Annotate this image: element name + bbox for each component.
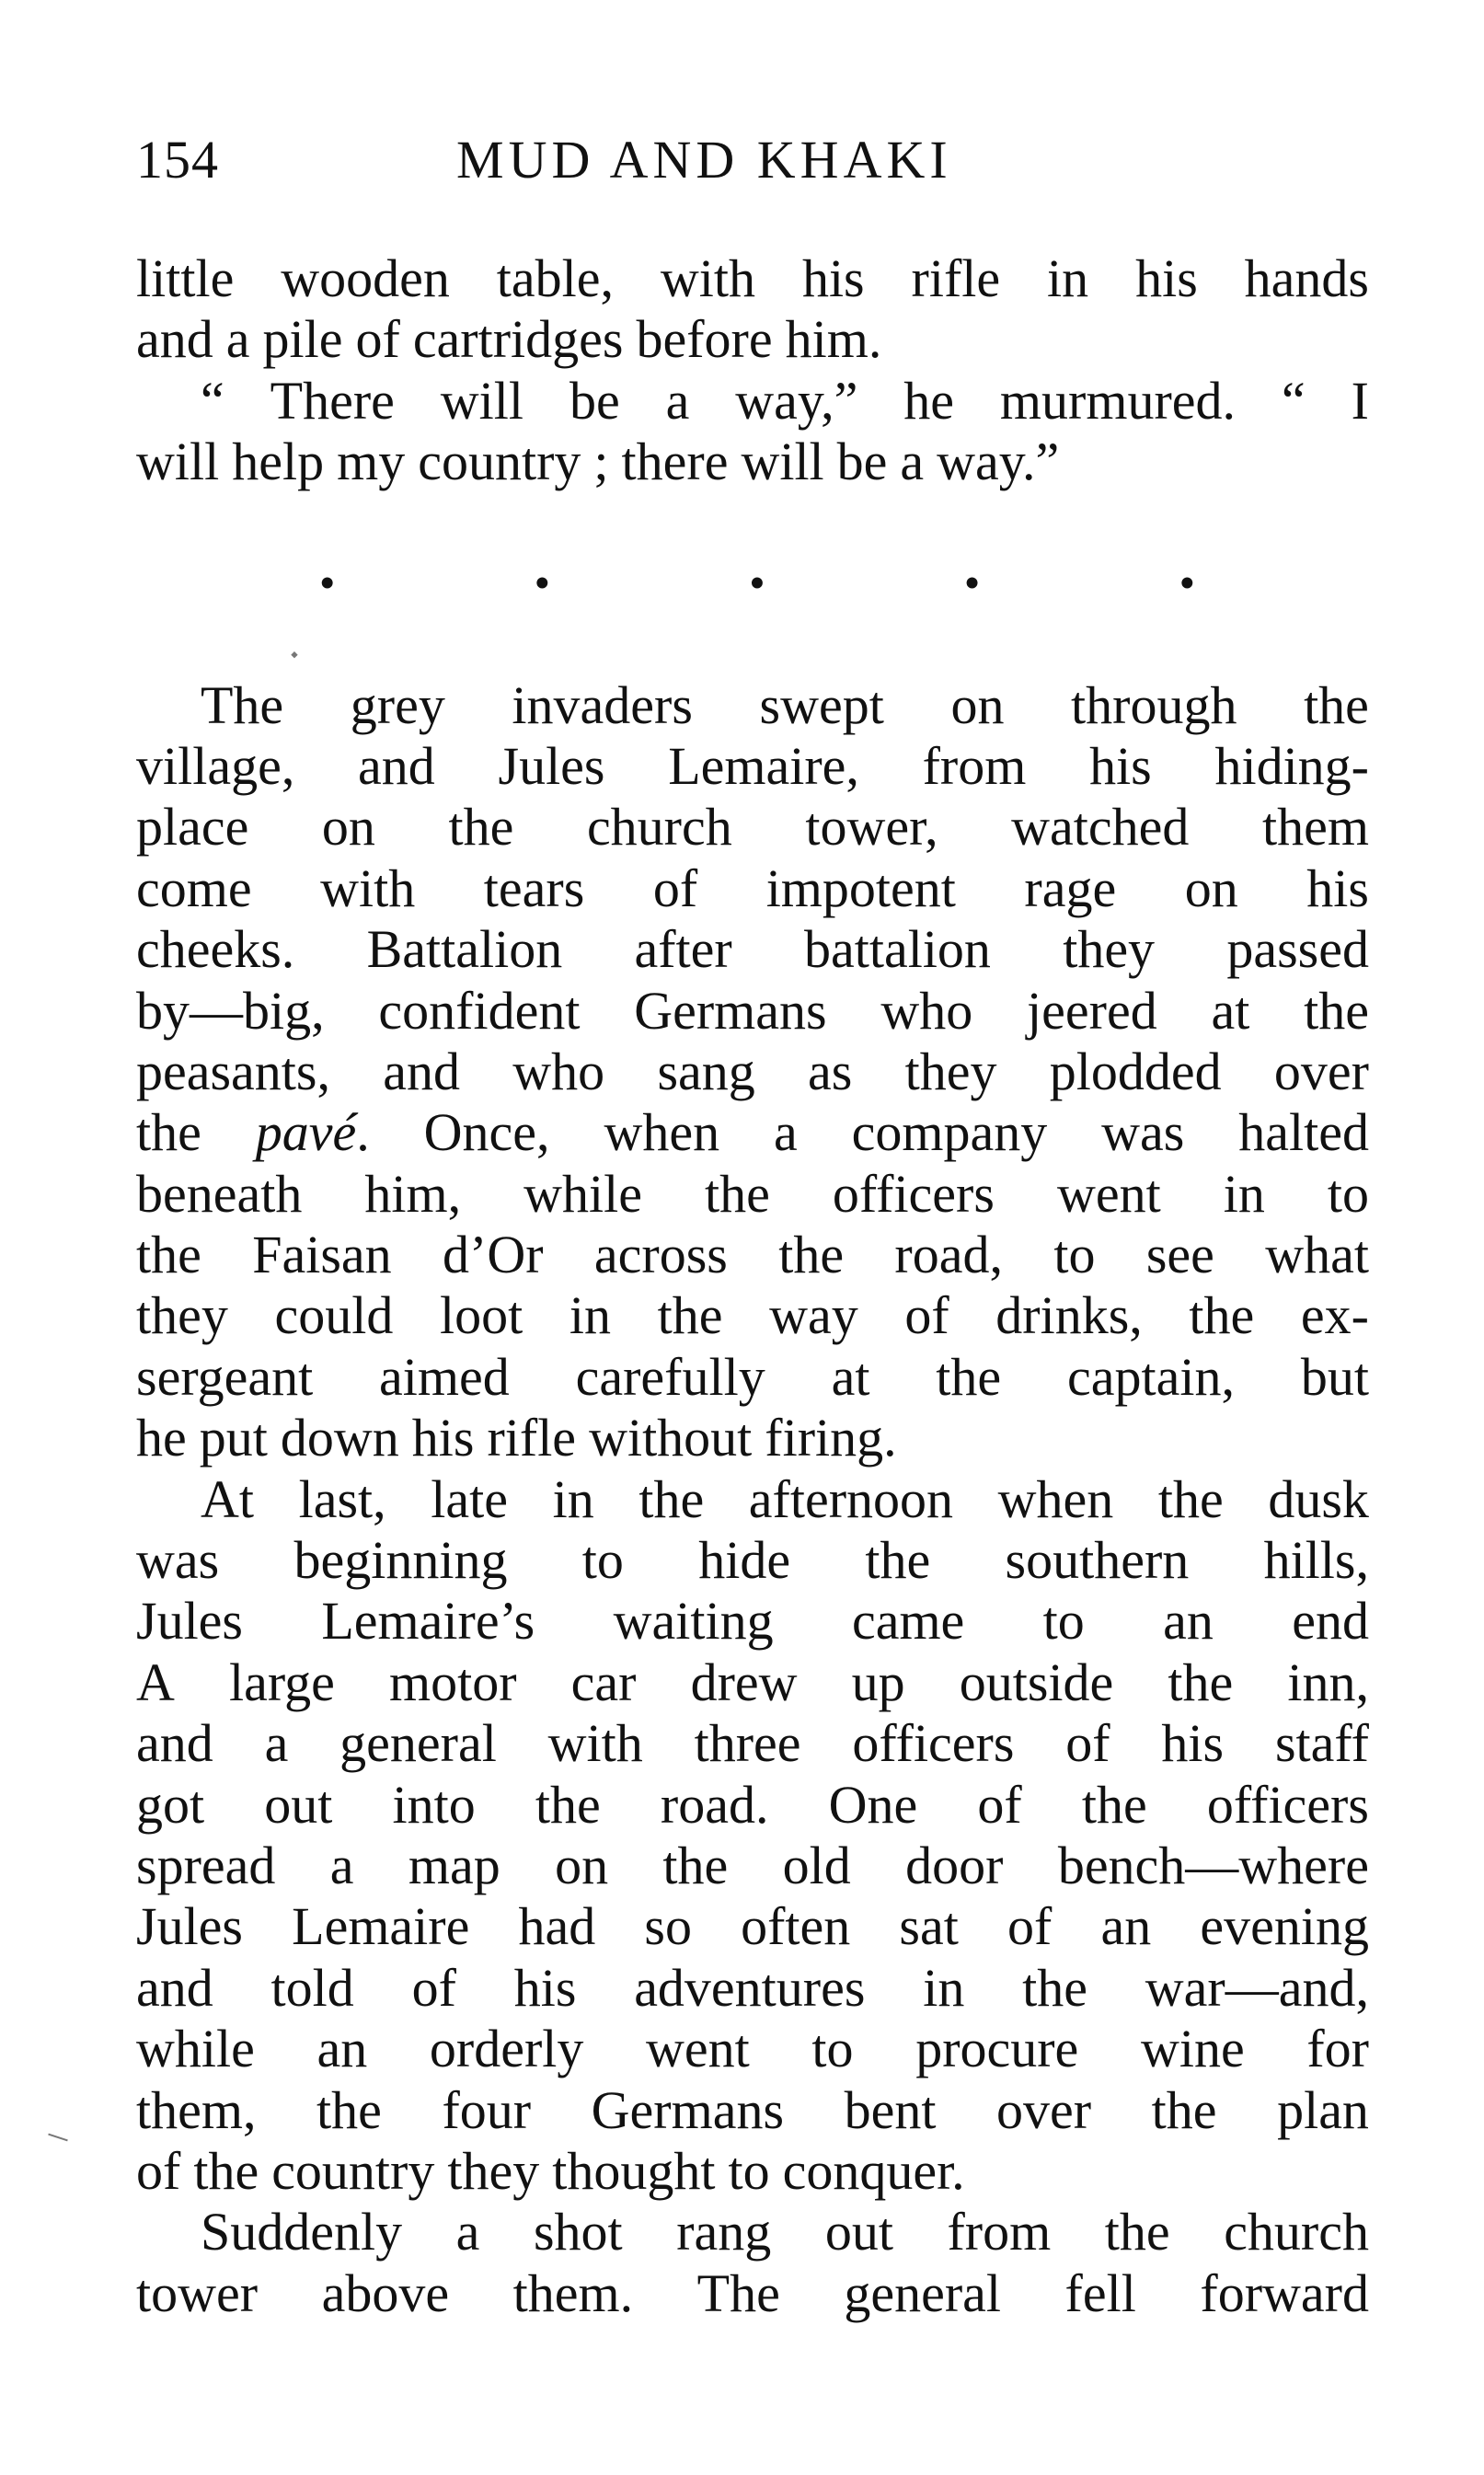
word: a [774, 1102, 798, 1163]
word: rage [1024, 858, 1117, 918]
word: rifle [487, 1408, 577, 1468]
word: by—big, [136, 980, 325, 1041]
word: three [694, 1713, 801, 1774]
text-line [136, 309, 1369, 370]
word: the [1081, 1774, 1147, 1835]
word: confident [378, 980, 581, 1041]
word: waiting [613, 1591, 774, 1652]
word: the [535, 1774, 601, 1835]
word: he [903, 370, 955, 431]
word: company [851, 1102, 1048, 1163]
word: they [447, 2140, 540, 2201]
word: help [232, 432, 325, 492]
word: road, [894, 1225, 1003, 1285]
word: fell [1064, 2262, 1136, 2323]
word: the [657, 1285, 723, 1346]
word: without [589, 1408, 753, 1468]
text-line [136, 736, 1369, 797]
word: the [662, 1835, 729, 1895]
word: Germans [591, 2079, 785, 2140]
word: tears [483, 858, 585, 918]
word: the [936, 1346, 1002, 1407]
word: there [621, 432, 729, 492]
section-dot: • [1179, 560, 1194, 606]
text-line [136, 1102, 1369, 1163]
word: up [851, 1652, 905, 1712]
word: of [652, 858, 698, 918]
word: an [316, 2019, 368, 2079]
word: swept [759, 674, 884, 735]
word: the [1151, 2079, 1217, 2140]
word: before [636, 309, 773, 370]
word: shot [533, 2202, 623, 2262]
word: in [923, 1957, 965, 2018]
word: wooden [281, 248, 450, 308]
word: cheeks. [136, 919, 295, 980]
section-dot: • [964, 560, 980, 606]
word: a [329, 1835, 354, 1895]
word: Jules [136, 1591, 243, 1652]
word: country [271, 2140, 435, 2201]
word: One [828, 1774, 918, 1835]
word: and [358, 735, 435, 796]
word: they [1063, 919, 1156, 980]
text-line [136, 371, 1369, 432]
word: the [865, 1530, 931, 1591]
word: last, [298, 1468, 386, 1529]
word: Battalion [366, 919, 563, 980]
word: to [1053, 1225, 1096, 1285]
word: adventures [634, 1957, 866, 2018]
word: of [411, 1957, 456, 2018]
word: wine [1140, 2019, 1245, 2079]
word: out [824, 2202, 893, 2262]
word: passed [1226, 919, 1369, 980]
text-line [136, 675, 1369, 736]
word: went [646, 2019, 750, 2079]
section-break [320, 554, 1194, 615]
word: loot [439, 1285, 523, 1346]
word: from [947, 2202, 1052, 2262]
body-text [136, 248, 1369, 2324]
word: came [851, 1591, 965, 1652]
word: his [411, 1408, 475, 1468]
text-line [136, 797, 1369, 858]
word: in [569, 1285, 611, 1346]
word: murmured. [999, 370, 1237, 431]
word: pavé. [255, 1102, 370, 1163]
text-line [136, 1896, 1369, 1957]
text-line [136, 2141, 1369, 2202]
word: come [136, 858, 252, 918]
word: put [199, 1408, 268, 1468]
word: they [904, 1041, 997, 1101]
word: the [1168, 1652, 1234, 1712]
word: beginning [293, 1530, 508, 1591]
word: spread [136, 1835, 276, 1895]
word: had [518, 1896, 596, 1957]
paragraph-group-after-break [136, 675, 1369, 2325]
word: the [193, 2140, 259, 2201]
word: in [1047, 248, 1089, 308]
word: him. [785, 309, 882, 370]
word: went [1056, 1163, 1161, 1224]
word: through [1071, 674, 1237, 735]
word: of [1065, 1713, 1110, 1774]
word: Faisan [252, 1225, 392, 1285]
word: of [904, 1285, 949, 1346]
word: map [408, 1835, 500, 1895]
word: his [1089, 735, 1152, 796]
word: at [831, 1346, 870, 1407]
word: them, [136, 2079, 257, 2140]
text-line [136, 432, 1369, 492]
word: while [523, 1163, 642, 1224]
word: end [1292, 1591, 1369, 1652]
word: Suddenly [201, 2202, 403, 2262]
word: cartridges [412, 309, 624, 370]
text-line [136, 1285, 1369, 1346]
word: who [512, 1041, 605, 1101]
word: who [880, 980, 973, 1041]
word: way.” [937, 432, 1060, 492]
word: impotent [765, 858, 956, 918]
word: a [225, 309, 250, 370]
word: a [665, 370, 690, 431]
word: when [997, 1468, 1114, 1529]
word: see [1145, 1225, 1214, 1285]
word: over [1273, 1041, 1369, 1101]
word: of [977, 1774, 1022, 1835]
section-gap [136, 493, 1369, 554]
text-line [136, 1042, 1369, 1102]
text-line [136, 1347, 1369, 1408]
word: over [996, 2079, 1092, 2140]
word: on [555, 1835, 609, 1895]
word: aimed [379, 1346, 510, 1407]
word: my [337, 432, 406, 492]
text-line [136, 858, 1369, 919]
word: but [1300, 1346, 1369, 1407]
word: beneath [136, 1163, 303, 1224]
word: could [274, 1285, 394, 1346]
word: Lemaire [292, 1896, 470, 1957]
word: plodded [1049, 1041, 1222, 1101]
word: sergeant [136, 1346, 314, 1407]
word: drinks, [995, 1285, 1143, 1346]
word: across [593, 1225, 728, 1285]
text-line [136, 1530, 1369, 1591]
word: I [1351, 370, 1369, 431]
word: as [808, 1041, 853, 1101]
word: while [136, 2019, 255, 2079]
word: hands [1244, 248, 1369, 308]
text-line [136, 1225, 1369, 1285]
word: road. [660, 1774, 769, 1835]
text-line [136, 1469, 1369, 1530]
word: them [1261, 797, 1369, 858]
word: down [280, 1408, 399, 1468]
word: at [1211, 980, 1250, 1041]
word: conquer. [782, 2140, 965, 2201]
word: with [320, 858, 416, 918]
word: firing. [765, 1408, 897, 1468]
running-head: MUD AND KHAKI [456, 130, 952, 190]
word: and [136, 1957, 213, 2018]
word: hills, [1263, 1530, 1369, 1591]
text-line [136, 981, 1369, 1042]
word: he [136, 1408, 187, 1468]
section-gap-after-break [136, 615, 1369, 675]
word: from [922, 735, 1027, 796]
text-line [136, 919, 1369, 980]
word: after [634, 919, 732, 980]
word: Germans [634, 980, 827, 1041]
word: staff [1274, 1713, 1369, 1774]
word: with [660, 248, 756, 308]
word: thought [552, 2140, 716, 2201]
word: and [136, 1713, 213, 1774]
word: rifle [911, 248, 1001, 308]
word: be [836, 432, 888, 492]
text-line [136, 2263, 1369, 2324]
word: his [513, 1957, 577, 2018]
word: him, [364, 1163, 462, 1224]
word: officers [832, 1163, 995, 1224]
word: the [1022, 1957, 1087, 2018]
word: d’Or [443, 1225, 544, 1285]
word: an [1163, 1591, 1214, 1652]
word: village, [136, 735, 295, 796]
word: was [1101, 1102, 1185, 1163]
word: Once, [423, 1102, 550, 1163]
text-line [136, 2080, 1369, 2141]
section-dot: • [320, 560, 335, 606]
word: church [1224, 2202, 1369, 2262]
word: his [1135, 248, 1198, 308]
word: forward [1200, 2262, 1369, 2323]
word: church [586, 797, 732, 858]
word: war—and, [1145, 1957, 1369, 2018]
word: watched [1011, 797, 1190, 858]
word: hide [698, 1530, 791, 1591]
word: on [1184, 858, 1238, 918]
word: the [1304, 674, 1369, 735]
word: often [741, 1896, 851, 1957]
word: general [339, 1713, 497, 1774]
word: the [638, 1468, 705, 1529]
word: The [696, 2262, 780, 2323]
word: was [136, 1530, 220, 1591]
text-line [136, 1591, 1369, 1652]
section-dot: • [750, 560, 765, 606]
word: large [229, 1652, 335, 1712]
word: sat [899, 1896, 959, 1957]
word: the [1304, 980, 1369, 1041]
margin-tick-mark [48, 2134, 68, 2142]
word: rang [676, 2202, 772, 2262]
word: ; [593, 432, 609, 492]
word: the [778, 1225, 845, 1285]
word: to [1042, 1591, 1085, 1652]
word: At [201, 1468, 254, 1529]
word: officers [852, 1713, 1015, 1774]
word: bent [844, 2079, 937, 2140]
word: got [136, 1774, 205, 1835]
word: to [811, 2019, 854, 2079]
text-line [136, 1164, 1369, 1225]
word: of [355, 309, 400, 370]
word: the [448, 797, 514, 858]
word: carefully [575, 1346, 765, 1407]
word: a [455, 2202, 480, 2262]
word: will [136, 432, 220, 492]
word: bench—where [1057, 1835, 1369, 1895]
word: Jules [498, 735, 605, 796]
word: what [1265, 1225, 1369, 1285]
word: Jules [136, 1896, 243, 1957]
word: of [136, 2140, 181, 2201]
word: the [704, 1163, 770, 1224]
word: a [264, 1713, 289, 1774]
word: peasants, [136, 1041, 330, 1101]
word: A [136, 1652, 175, 1712]
word: plan [1277, 2079, 1369, 2140]
printer-mark: ⬩ [291, 641, 298, 665]
word: place [136, 797, 249, 858]
word: The [201, 674, 284, 735]
word: the [316, 2079, 382, 2140]
word: the [1157, 1468, 1224, 1529]
word: procure [915, 2019, 1079, 2079]
word: in [552, 1468, 594, 1529]
word: tower [136, 2262, 259, 2323]
word: his [801, 248, 865, 308]
word: car [570, 1652, 637, 1712]
word: his [1306, 858, 1369, 918]
word: four [442, 2079, 532, 2140]
text-line [136, 1408, 1369, 1468]
word: late [431, 1468, 508, 1529]
word: the [1189, 1285, 1255, 1346]
word: battalion [803, 919, 991, 980]
word: halted [1238, 1102, 1369, 1163]
text-line [136, 248, 1369, 309]
word: motor [388, 1652, 517, 1712]
text-line [136, 2019, 1369, 2079]
word: on [321, 797, 375, 858]
word: There [270, 370, 395, 431]
word: for [1306, 2019, 1369, 2079]
section-dot: • [535, 560, 550, 606]
word: way,” [735, 370, 858, 431]
word: with [547, 1713, 643, 1774]
word: an [1100, 1896, 1152, 1957]
text-line [136, 1713, 1369, 1774]
word: dusk [1268, 1468, 1369, 1529]
word: invaders [512, 674, 693, 735]
word: captain, [1067, 1346, 1235, 1407]
word: “ [1281, 370, 1306, 431]
word: of [1007, 1896, 1053, 1957]
word: the [136, 1225, 201, 1285]
text-line [136, 2202, 1369, 2262]
text-line [136, 1775, 1369, 1836]
word: above [321, 2262, 450, 2323]
word: the [136, 1102, 201, 1163]
word: on [950, 674, 1005, 735]
word: into [392, 1774, 476, 1835]
word: country [418, 432, 581, 492]
paragraph-group-before-break [136, 248, 1369, 493]
word: evening [1200, 1896, 1369, 1957]
word: to [1327, 1163, 1369, 1224]
word: little [136, 248, 235, 308]
word: in [1223, 1163, 1265, 1224]
word: when [604, 1102, 720, 1163]
word: his [1161, 1713, 1225, 1774]
page-header [136, 129, 1369, 212]
word: ex- [1300, 1285, 1369, 1346]
word: Lemaire’s [321, 1591, 535, 1652]
word: will [741, 432, 824, 492]
word: jeered [1027, 980, 1157, 1041]
word: drew [690, 1652, 798, 1712]
word: pile [262, 309, 343, 370]
word: southern [1005, 1530, 1190, 1591]
text-line [136, 1652, 1369, 1713]
word: and [136, 309, 213, 370]
word: grey [350, 674, 445, 735]
word: general [844, 2262, 1002, 2323]
word: old [782, 1835, 851, 1895]
word: so [644, 1896, 692, 1957]
word: table, [496, 248, 614, 308]
word: to [728, 2140, 770, 2201]
page-number: 154 [136, 130, 219, 190]
text-line [136, 1836, 1369, 1896]
text-line [136, 1958, 1369, 2019]
word: Lemaire, [668, 735, 859, 796]
word: orderly [429, 2019, 584, 2079]
word: “ [201, 370, 224, 431]
word: officers [1206, 1774, 1369, 1835]
word: out [264, 1774, 333, 1835]
word: be [569, 370, 620, 431]
word: tower, [805, 797, 938, 858]
word: a [900, 432, 925, 492]
word: afternoon [748, 1468, 954, 1529]
word: they [136, 1285, 228, 1346]
word: the [1104, 2202, 1170, 2262]
word: to [581, 1530, 624, 1591]
word: way [769, 1285, 858, 1346]
word: and [383, 1041, 461, 1101]
word: inn, [1287, 1652, 1369, 1712]
word: told [270, 1957, 354, 2018]
word: sang [657, 1041, 755, 1101]
word: them. [512, 2262, 634, 2323]
word: hiding- [1214, 735, 1369, 796]
word: door [905, 1835, 1004, 1895]
word: will [440, 370, 524, 431]
word: outside [959, 1652, 1114, 1712]
